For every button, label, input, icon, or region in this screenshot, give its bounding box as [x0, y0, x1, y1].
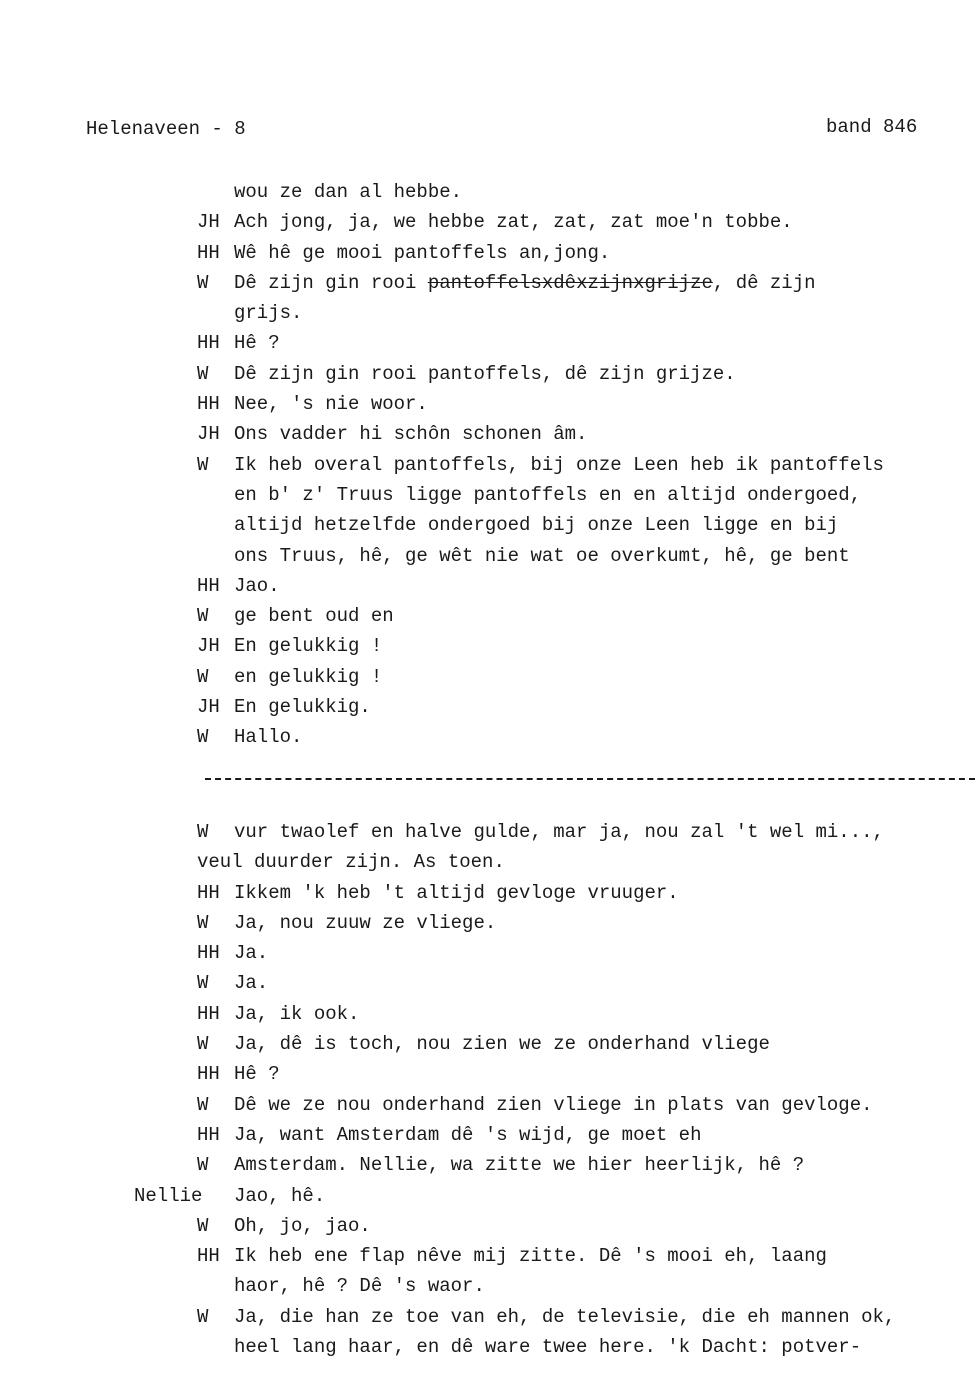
utterance-text: Hallo. — [234, 726, 303, 749]
utterance-text: vur twaolef en halve gulde, mar ja, nou zal 't wel mi..., — [234, 821, 884, 843]
speaker-label: W — [197, 911, 209, 934]
utterance-text: Ja. — [234, 942, 269, 965]
utterance-text: Dê zijn gin rooi pantoffels, dê zijn grijze. — [234, 362, 736, 385]
speaker-label: W — [197, 1033, 209, 1056]
speaker-label: JH — [197, 696, 220, 719]
utterance-text: grijs. — [234, 302, 303, 325]
speaker-label: HH — [197, 942, 220, 965]
speaker-label: W — [197, 271, 209, 294]
speaker-label: HH — [197, 393, 220, 416]
utterance-text: Hê ? — [234, 332, 280, 355]
speaker-label: HH — [197, 1245, 220, 1268]
utterance-text: Jao, hê. — [234, 1184, 326, 1207]
speaker-label: HH — [197, 1002, 220, 1025]
speaker-label: HH — [197, 241, 220, 264]
speaker-label: JH — [197, 635, 220, 658]
utterance-text: veul duurder zijn. As toen. — [197, 851, 505, 874]
utterance-text — [234, 268, 816, 298]
utterance-text: en b' z' Truus ligge pantoffels en en altijd ondergoed, — [234, 483, 862, 506]
utterance-text: Hê ? — [234, 1063, 280, 1086]
utterance-text: Ja, ik ook. — [234, 1002, 360, 1025]
speaker-label: JH — [197, 211, 220, 234]
utterance-text: wou ze dan al hebbe. — [234, 181, 463, 203]
utterance-text: Dê we ze nou onderhand zien vliege in plats van gevloge. — [234, 1093, 873, 1116]
utterance-text: Ja, die han ze toe van eh, de televisie, die eh mannen ok, — [234, 1305, 896, 1328]
section-divider — [205, 778, 975, 780]
speaker-label: HH — [197, 332, 220, 355]
utterance-text: Ja, nou zuuw ze vliege. — [234, 911, 497, 934]
page-header-left: Helenaveen - 8 — [86, 118, 246, 140]
utterance-text-end: , dê zijn — [712, 271, 816, 294]
utterance-text: Jao. — [234, 574, 280, 597]
speaker-label: W — [197, 1305, 209, 1328]
utterance-text: Amsterdam. Nellie, wa zitte we hier heerlijk, hê ? — [234, 1154, 805, 1177]
utterance-text: Ach jong, ja, we hebbe zat, zat, zat moe'n tobbe. — [234, 211, 793, 234]
page-header-right: band 846 — [826, 116, 918, 138]
utterance-text: Ja, dê is toch, nou zien we ze onderhand vliege — [234, 1033, 770, 1056]
speaker-label: W — [197, 362, 209, 385]
utterance-text: heel lang haar, en dê ware twee here. 'k Dacht: potver- — [234, 1336, 862, 1359]
speaker-label: HH — [197, 1063, 220, 1086]
speaker-label: Nellie — [134, 1184, 203, 1207]
utterance-text-start: Dê zijn gin rooi — [234, 271, 428, 294]
speaker-label: W — [197, 1214, 209, 1237]
speaker-label: W — [197, 1154, 209, 1177]
speaker-label: W — [197, 453, 209, 476]
utterance-text: haor, hê ? Dê 's waor. — [234, 1275, 485, 1298]
utterance-text: ge bent oud en — [234, 605, 394, 628]
utterance-text: Ikkem 'k heb 't altijd gevloge vruuger. — [234, 881, 679, 904]
utterance-text: Ik heb ene flap nêve mij zitte. Dê 's mooi eh, laang — [234, 1245, 827, 1268]
speaker-label: W — [197, 665, 209, 688]
utterance-text: Nee, 's nie woor. — [234, 393, 428, 416]
utterance-text: Ja. — [234, 972, 269, 995]
speaker-label: W — [197, 1093, 209, 1116]
utterance-text: ons Truus, hê, ge wêt nie wat oe overkumt, hê, ge bent — [234, 544, 850, 567]
speaker-label: W — [197, 726, 209, 749]
utterance-text: Ja, want Amsterdam dê 's wijd, ge moet eh — [234, 1123, 702, 1146]
speaker-label: HH — [197, 1123, 220, 1146]
utterance-text: Ik heb overal pantoffels, bij onze Leen heb ik pantoffels — [234, 453, 884, 476]
utterance-text: Wê hê ge mooi pantoffels an,jong. — [234, 241, 611, 264]
speaker-label: HH — [197, 881, 220, 904]
speaker-label: W — [197, 972, 209, 995]
speaker-label: JH — [197, 423, 220, 446]
speaker-label: W — [197, 821, 209, 843]
speaker-label: HH — [197, 574, 220, 597]
struck-out-text: pantoffelsxdêxzijnxgrijze — [427, 271, 713, 294]
utterance-text: Ons vadder hi schôn schonen âm. — [234, 423, 588, 446]
utterance-text: en gelukkig ! — [234, 665, 383, 688]
utterance-text: Oh, jo, jao. — [234, 1214, 371, 1237]
utterance-text: En gelukkig ! — [234, 635, 383, 658]
utterance-text: altijd hetzelfde ondergoed bij onze Leen ligge en bij — [234, 514, 839, 537]
speaker-label: W — [197, 605, 209, 628]
utterance-text: En gelukkig. — [234, 696, 371, 719]
